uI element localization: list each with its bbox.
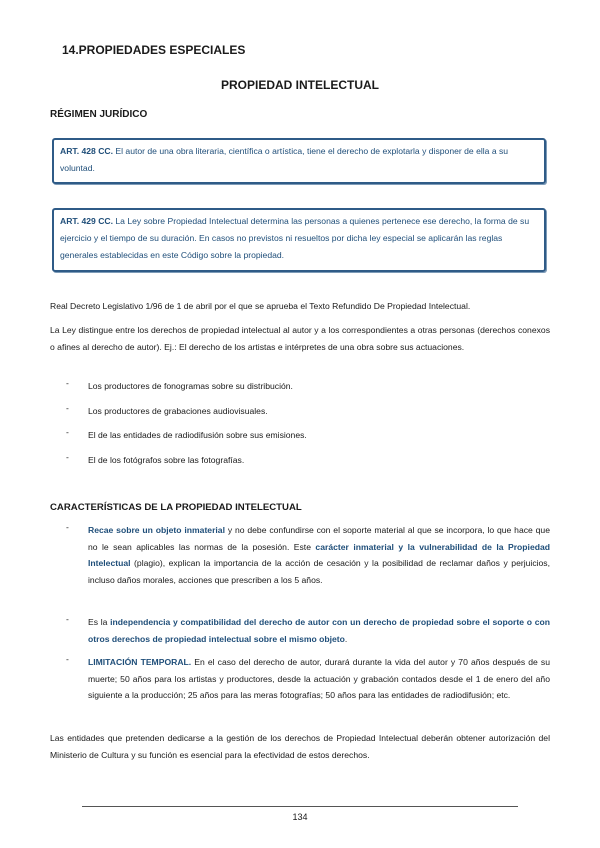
list-dash: - xyxy=(66,427,69,437)
list-item-text xyxy=(88,522,550,588)
highlight-text: LIMITACIÓN TEMPORAL. xyxy=(88,657,192,667)
paragraph-entidades: Las entidades que pretenden dedicarse a la gestión de los derechos de Propiedad Intelectual deberán obtener autorización del Ministerio de Cultura y su función es esencial para la efectividad de estos derechos. xyxy=(50,733,550,760)
highlight-text: independencia y compatibilidad del derecho de autor con un derecho de propiedad sobre el soporte o con otros derechos de propiedad intelectual sobre el mismo objeto xyxy=(88,617,550,644)
list-item-text xyxy=(88,614,550,647)
highlight-text: carácter inmaterial y la vulnerabilidad de la Propiedad Intelectual xyxy=(88,541,550,568)
regime-heading: RÉGIMEN JURÍDICO xyxy=(50,109,148,120)
list-item-text: Los productores de grabaciones audiovisuales. xyxy=(88,406,268,416)
body-text: y no debe confundirse con el soporte material al que se incorpora, lo que hace que no le sean aplicables las normas de la posesión. Este xyxy=(88,525,550,552)
list-dash: - xyxy=(66,614,69,624)
paragraph-ley: La Ley distingue entre los derechos de propiedad intelectual al autor y a los correspondientes a otras personas (derechos conexos o afines al derecho de autor). Ej.: El derecho de los artistas e intérpretes de una obra sobre sus actuaciones. xyxy=(50,325,550,352)
section-title: 14.PROPIEDADES ESPECIALES xyxy=(62,43,246,57)
article-429-text: La Ley sobre Propiedad Intelectual determina las personas a quienes pertenece ese derecho, la forma de su ejercicio y el tiempo de su duración. En casos no previstos ni resueltos por dicha ley especial se aplicarán las reglas generales establecidas en este Código sobre la propiedad. xyxy=(60,216,530,260)
list-item-text xyxy=(88,654,550,704)
body-text: Es la xyxy=(88,617,111,627)
list-dash: - xyxy=(66,522,69,532)
highlight-text: Recae sobre un objeto inmaterial xyxy=(88,525,225,535)
body-text: . xyxy=(344,633,348,644)
characteristics-heading: CARACTERÍSTICAS DE LA PROPIEDAD INTELECTUAL xyxy=(50,502,302,513)
article-428-text: El autor de una obra literaria, científica o artística, tiene el derecho de explotarla y disponer de ella a su voluntad. xyxy=(60,146,509,173)
body-text: En el caso del derecho de autor, durará durante la vida del autor y 70 años después de su muerte; 50 años para los artistas y productores, desde la actuación y grabación contados desde el 1 de enero del año siguiente a la producción; 25 años para las meras fotografías; 50 años para las entidades de radiodifusión; etc. xyxy=(88,657,550,700)
body-text: (plagio), explican la importancia de la acción de cesación y la posibilidad de reclamar daños y perjuicios, incluso daños morales, acciones que prescriben a los 5 años. xyxy=(88,558,550,585)
article-429-box xyxy=(52,208,546,272)
list-dash: - xyxy=(66,452,69,462)
list-dash: - xyxy=(66,403,69,413)
article-429-label: ART. 429 CC. xyxy=(60,216,114,226)
list-item-text: El de las entidades de radiodifusión sobre sus emisiones. xyxy=(88,430,307,440)
page-subtitle: PROPIEDAD INTELECTUAL xyxy=(220,78,379,92)
article-428-label: ART. 428 CC. xyxy=(60,146,114,156)
page-number: 134 xyxy=(292,812,308,822)
article-428-box xyxy=(52,138,546,184)
paragraph-decreto: Real Decreto Legislativo 1/96 de 1 de abril por el que se aprueba el Texto Refundido De Propiedad Intelectual. xyxy=(50,301,471,311)
list-item-text: El de los fotógrafos sobre las fotografías. xyxy=(88,455,245,465)
list-dash: - xyxy=(66,654,69,664)
list-dash: - xyxy=(66,378,69,388)
footer-divider xyxy=(82,806,518,807)
list-item-text: Los productores de fonogramas sobre su distribución. xyxy=(88,381,293,391)
